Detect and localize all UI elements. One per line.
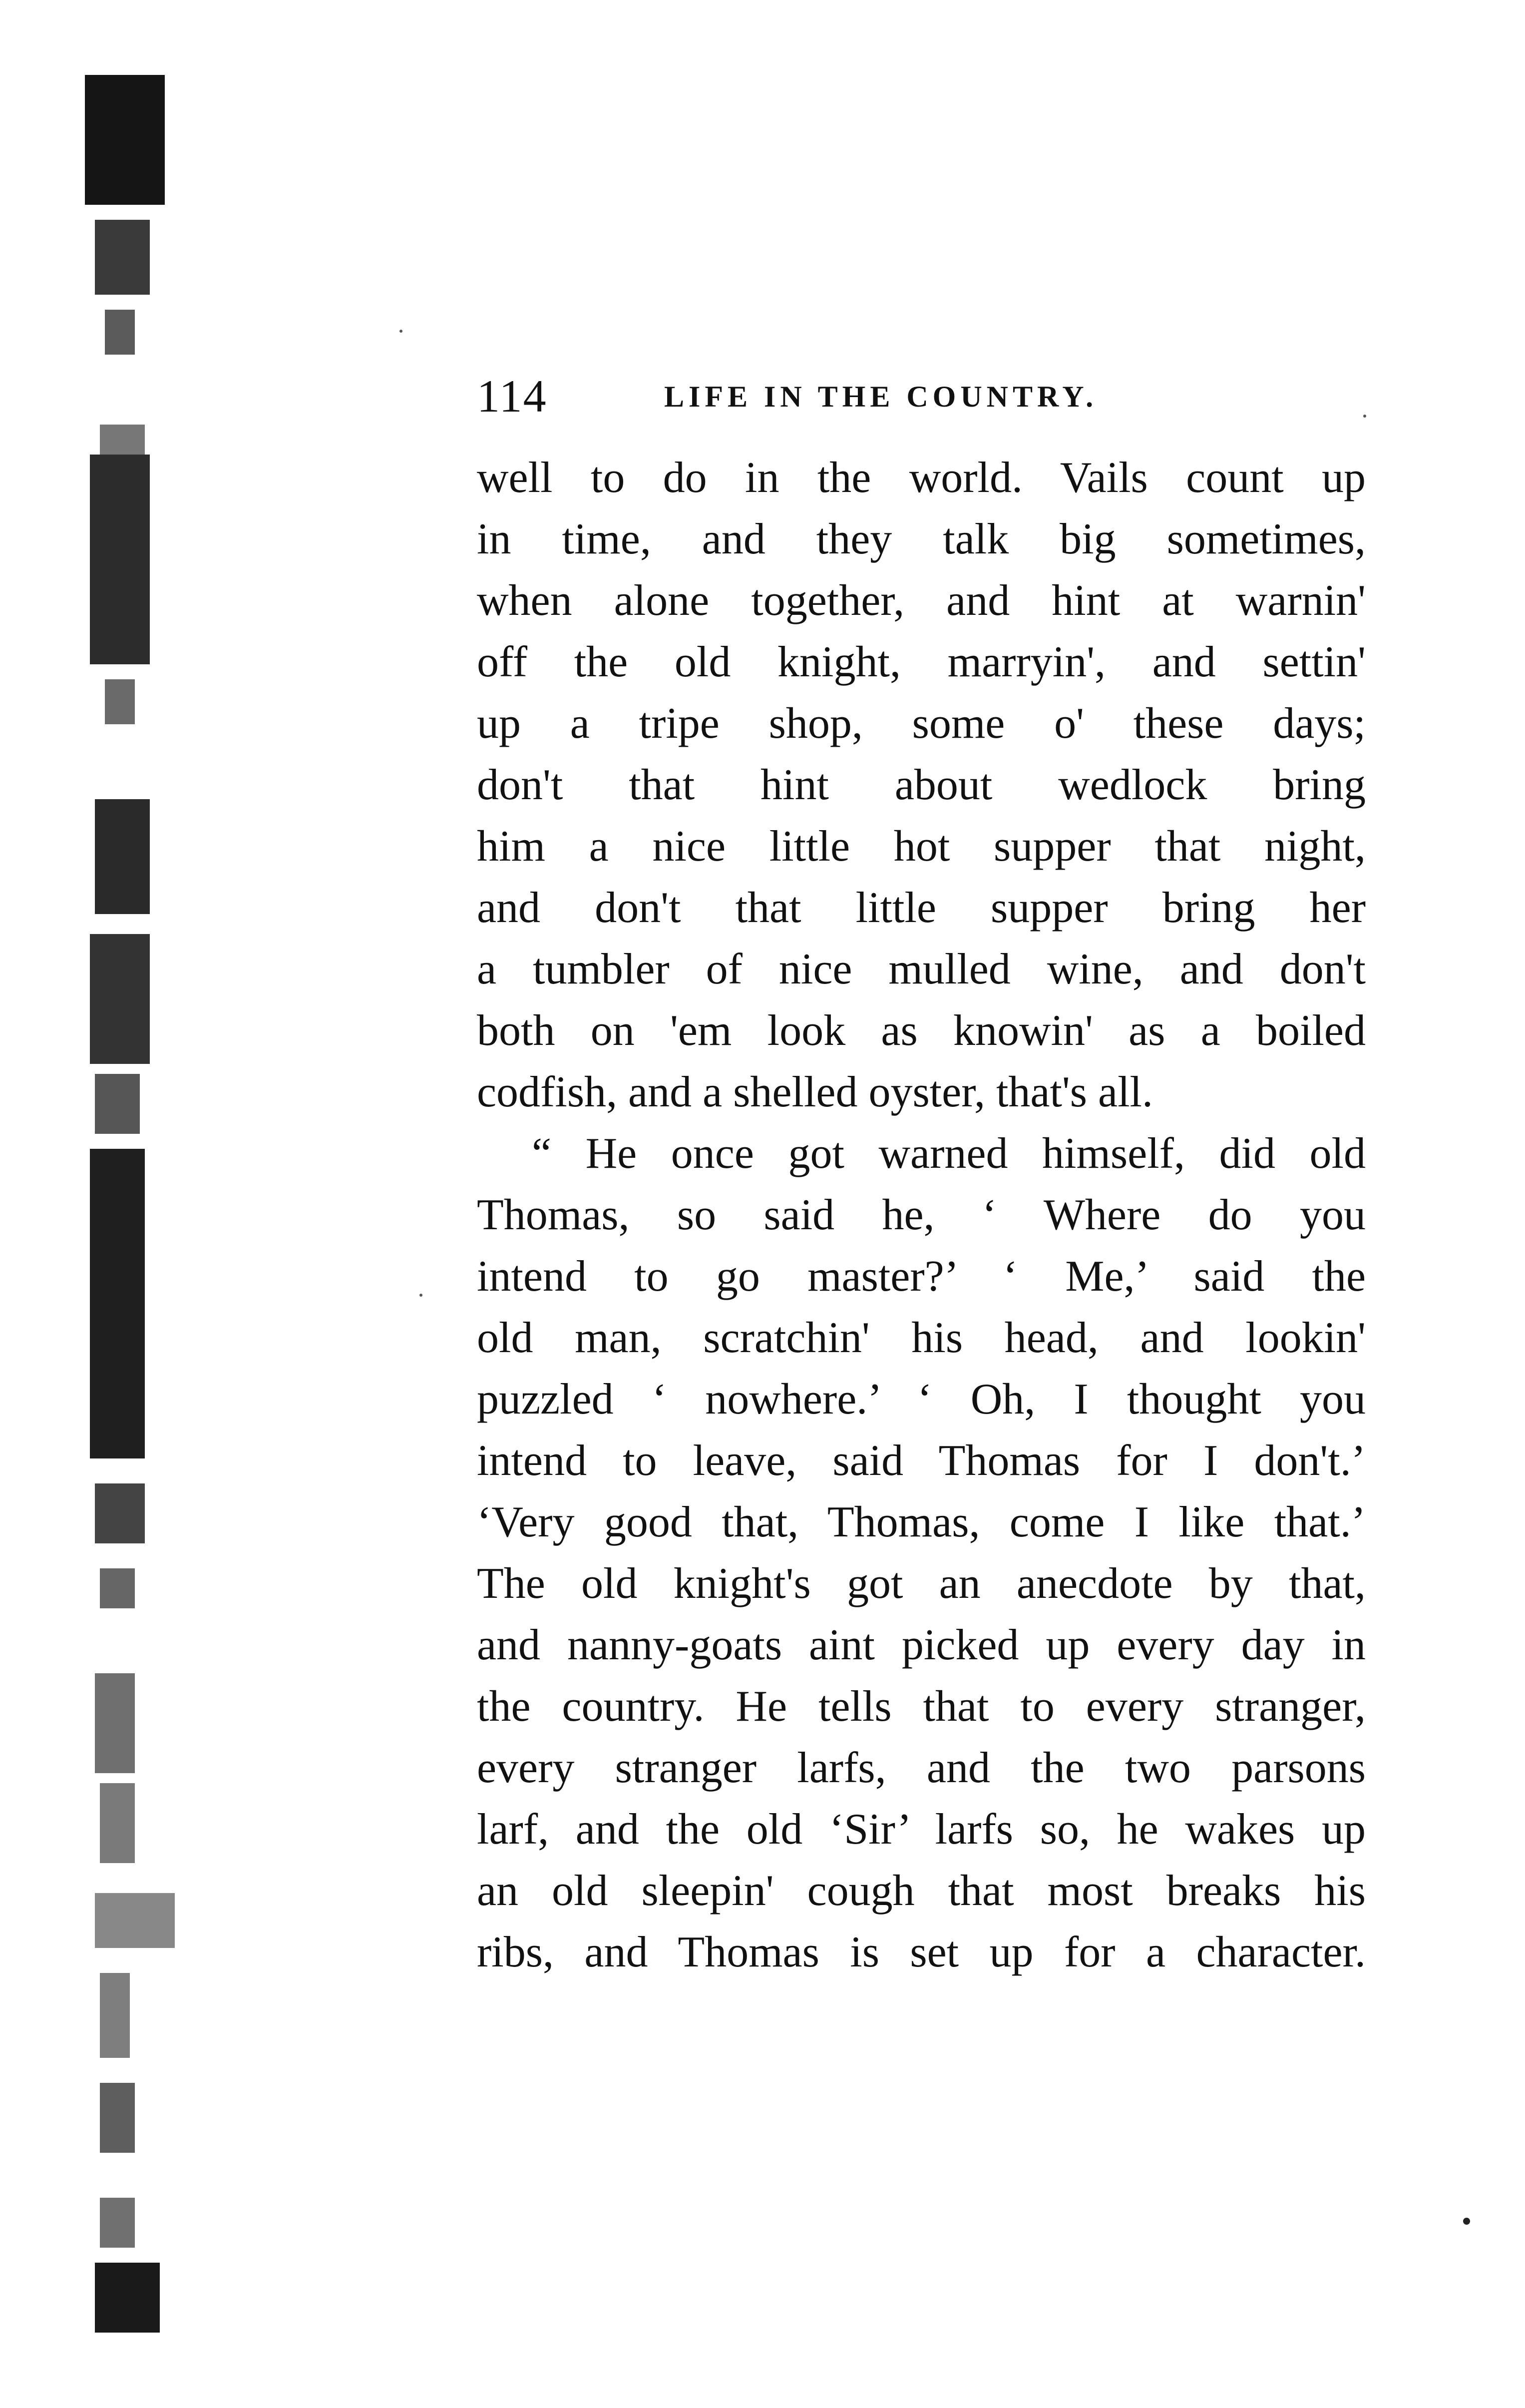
text-line: ‘Very good that, Thomas, come I like that.’ (477, 1498, 1366, 1546)
text-line: up a tripe shop, some o' these days; (477, 699, 1366, 748)
page-number: 114 (477, 371, 547, 422)
book-page (477, 365, 1366, 1983)
text-line: don't that hint about wedlock bring (477, 761, 1366, 809)
text-line: well to do in the world. Vails count up (477, 454, 1366, 502)
text-line: him a nice little hot supper that night, (477, 822, 1366, 871)
text-line: codfish, and a shelled oyster, that's all. (477, 1068, 1153, 1116)
text-line: ribs, and Thomas is set up for a character. (477, 1928, 1366, 1976)
running-head (477, 365, 1366, 425)
text-line: The old knight's got an anecdote by that, (477, 1559, 1366, 1608)
text-line: a tumbler of nice mulled wine, and don't (477, 945, 1366, 993)
text-line: an old sleepin' cough that most breaks his (477, 1867, 1366, 1915)
text-line: and don't that little supper bring her (477, 884, 1366, 932)
text-line: every stranger larfs, and the two parsons (477, 1744, 1366, 1792)
scan-speck (1463, 2218, 1470, 2225)
text-line: puzzled ‘ nowhere.’ ‘ Oh, I thought you (477, 1375, 1366, 1424)
running-title: LIFE IN THE COUNTRY. (664, 380, 1098, 413)
text-line: the country. He tells that to every stranger, (477, 1682, 1366, 1731)
text-line: old man, scratchin' his head, and lookin' (477, 1314, 1366, 1362)
text-line: when alone together, and hint at warnin' (477, 576, 1366, 625)
text-line: off the old knight, marryin', and settin' (477, 638, 1366, 686)
text-line: Thomas, so said he, ‘ Where do you (477, 1191, 1366, 1239)
scan-gutter-shadow (75, 75, 195, 2333)
text-line: both on 'em look as knowin' as a boiled (477, 1006, 1366, 1055)
text-line: larf, and the old ‘Sir’ larfs so, he wakes up (477, 1805, 1366, 1854)
scan-speck (399, 330, 402, 333)
text-line: intend to go master?’ ‘ Me,’ said the (477, 1252, 1366, 1301)
text-line: “ He once got warned himself, did old (532, 1129, 1366, 1178)
body-text (477, 447, 1366, 1983)
text-line: and nanny-goats aint picked up every day in (477, 1621, 1366, 1669)
text-line: in time, and they talk big sometimes, (477, 515, 1366, 563)
text-line: intend to leave, said Thomas for I don't.’ (477, 1437, 1366, 1485)
scan-speck (419, 1294, 422, 1297)
